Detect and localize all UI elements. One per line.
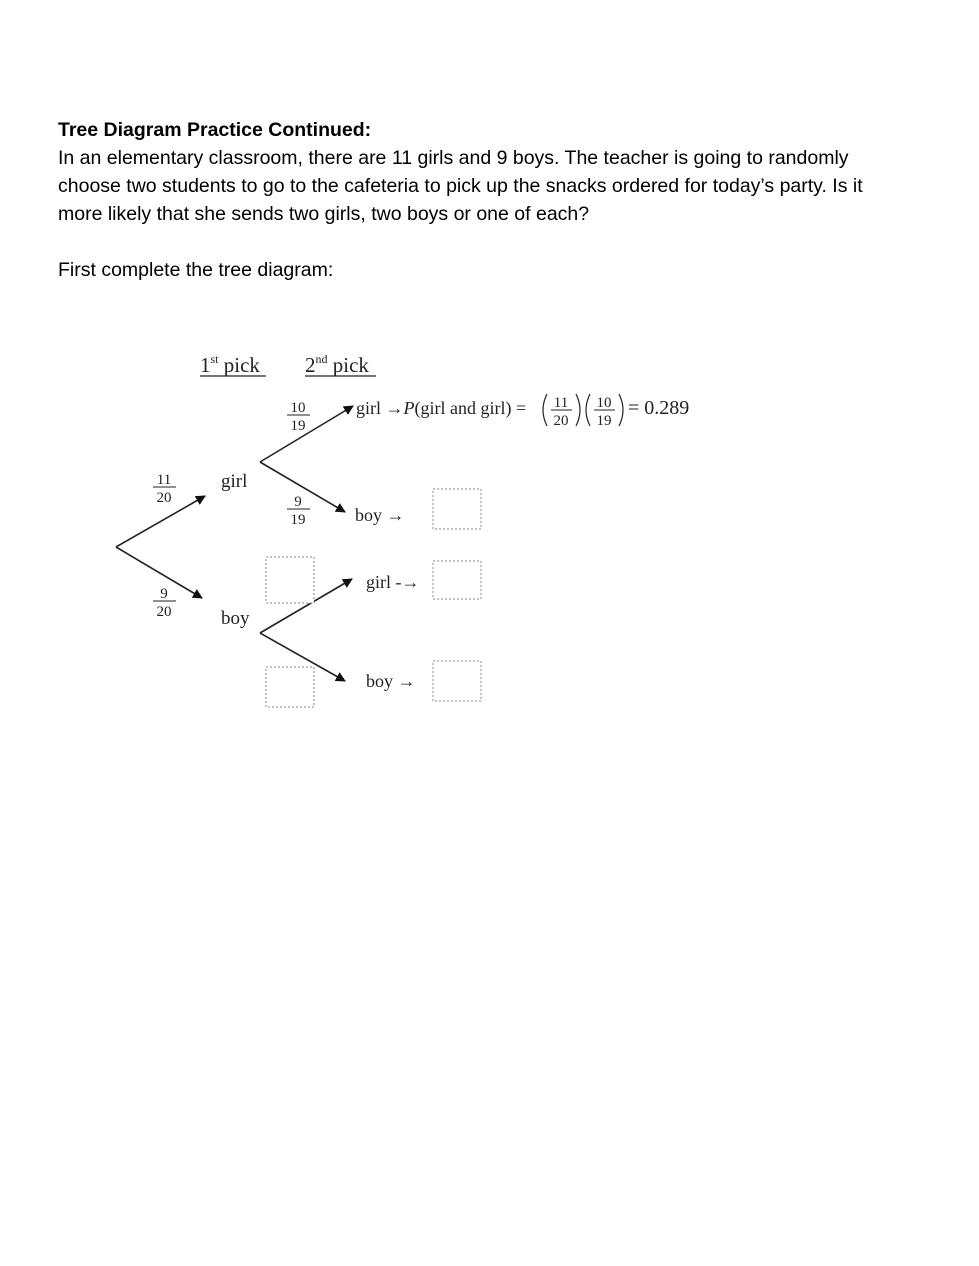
header-first-pick: 1st pick xyxy=(200,352,260,377)
svg-text:19: 19 xyxy=(596,413,612,429)
branch-first-boy xyxy=(116,547,202,598)
answer-box-outcome-girl-boy[interactable] xyxy=(433,489,481,529)
prob-first-girl xyxy=(153,472,176,506)
answer-box-outcome-boy-boy[interactable] xyxy=(433,661,481,701)
outcome-boy-boy: boy → xyxy=(366,671,416,691)
formula-factor-1 xyxy=(543,394,580,429)
svg-text:11: 11 xyxy=(156,472,172,488)
prob-first-boy xyxy=(153,586,176,620)
svg-text:20: 20 xyxy=(553,413,569,429)
svg-text:10: 10 xyxy=(290,400,306,416)
outcome-boy-girl: girl -→ xyxy=(366,572,420,592)
svg-text:20: 20 xyxy=(156,604,172,620)
answer-box-prob-boy-boy[interactable] xyxy=(266,667,314,707)
problem-line-3: more likely that she sends two girls, two boys or one of each? xyxy=(58,203,590,225)
instruction-text: First complete the tree diagram: xyxy=(58,259,334,281)
formula-factor-2 xyxy=(586,394,623,429)
svg-text:9: 9 xyxy=(160,586,168,602)
answer-box-prob-boy-girl[interactable] xyxy=(266,557,314,603)
svg-text:19: 19 xyxy=(290,418,306,434)
prob-girl-girl xyxy=(287,400,310,434)
outcome-girl-girl: girl →P(girl and girl) = xyxy=(356,398,527,418)
svg-text:9: 9 xyxy=(294,494,302,510)
formula-result: = 0.289 xyxy=(628,397,690,419)
prob-girl-boy xyxy=(287,494,310,528)
branch-girl-girl xyxy=(260,406,353,462)
document-title: Tree Diagram Practice Continued: xyxy=(58,119,372,141)
header-second-pick: 2nd pick xyxy=(305,352,369,377)
svg-text:10: 10 xyxy=(596,395,612,411)
svg-text:11: 11 xyxy=(553,395,569,411)
branch-girl-boy xyxy=(260,462,345,512)
answer-box-outcome-boy-girl[interactable] xyxy=(433,561,481,599)
outcome-girl-boy: boy → xyxy=(355,505,405,525)
problem-line-1: In an elementary classroom, there are 11 girls and 9 boys. The teacher is going to randomly xyxy=(58,147,849,169)
svg-text:19: 19 xyxy=(290,512,306,528)
label-first-boy: boy xyxy=(221,608,250,629)
label-first-girl: girl xyxy=(221,471,248,492)
svg-text:20: 20 xyxy=(156,490,172,506)
problem-line-2: choose two students to go to the cafeteria to pick up the snacks ordered for today’s party. Is it xyxy=(58,175,863,197)
